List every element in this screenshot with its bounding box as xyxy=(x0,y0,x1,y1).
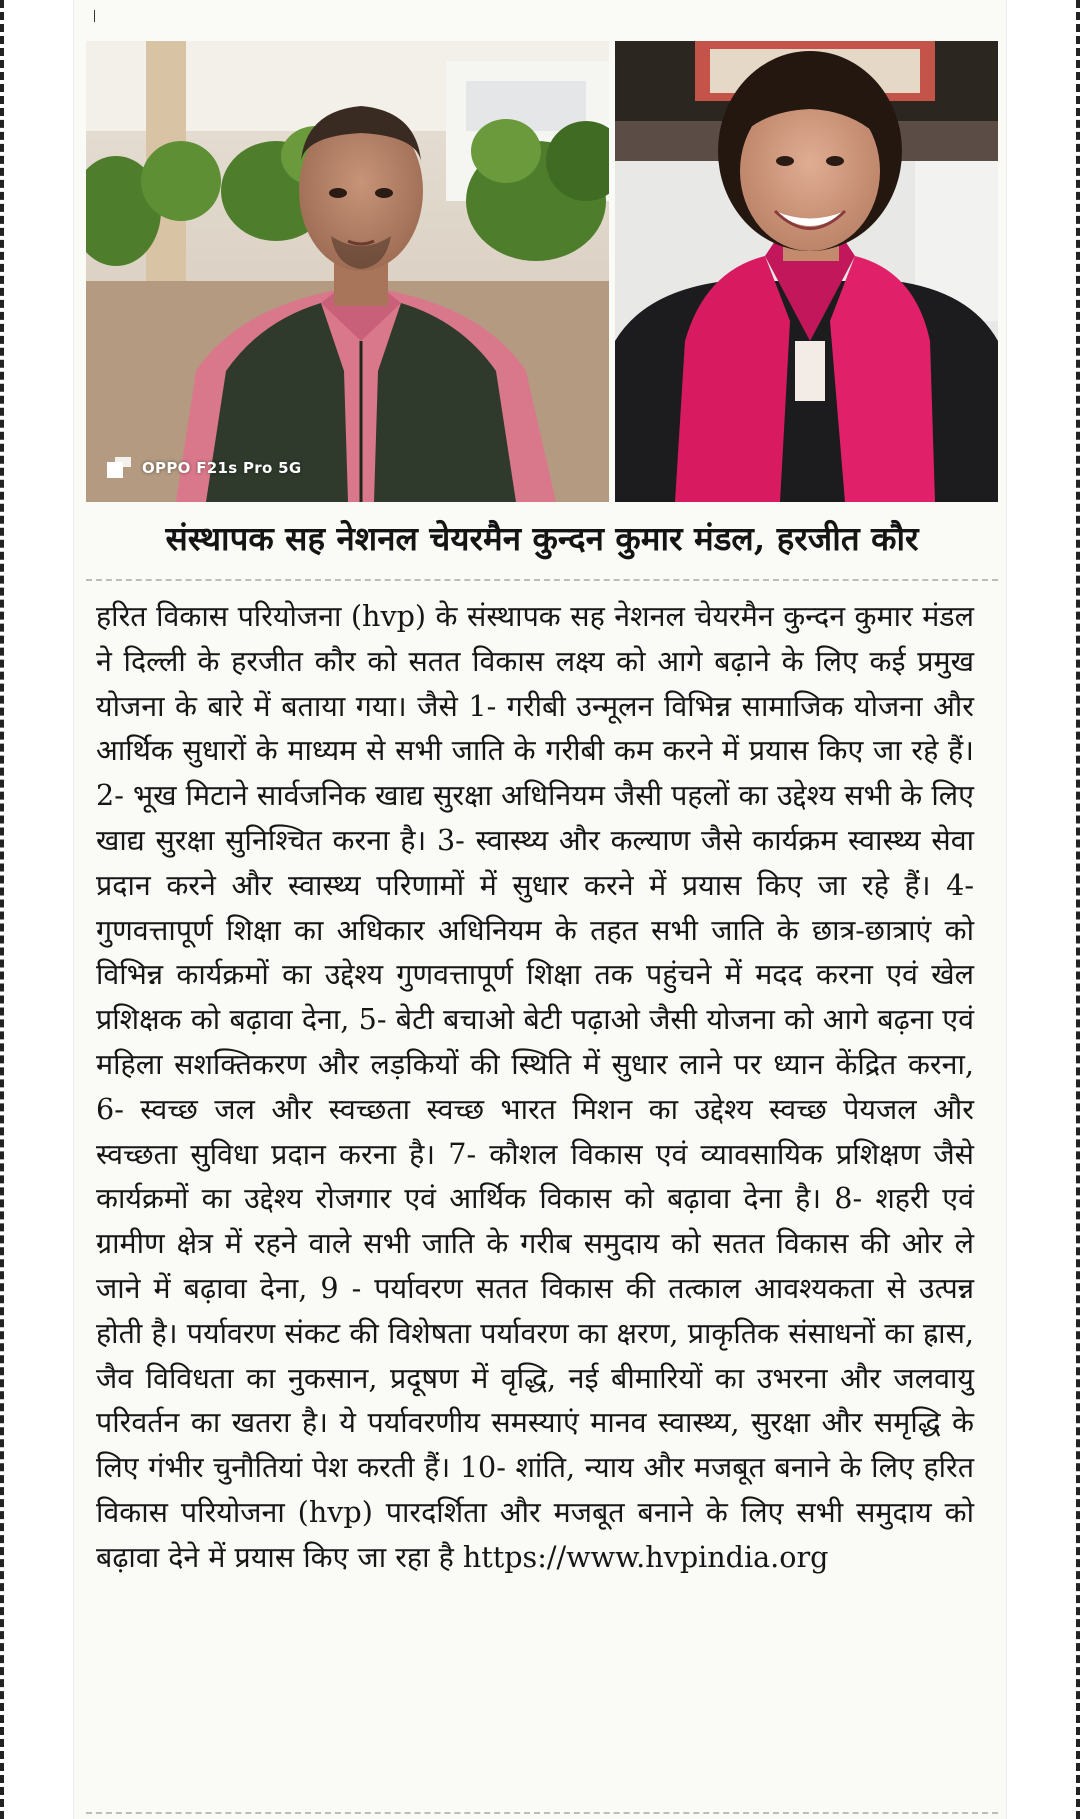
camera-watermark-text: OPPO F21s Pro 5G xyxy=(142,459,302,477)
camera-brand-icon xyxy=(106,456,132,480)
scan-mark xyxy=(94,10,95,22)
bottom-divider xyxy=(86,1812,998,1814)
man-portrait-image xyxy=(86,41,609,502)
photo-kundan-kumar-mandal xyxy=(86,41,609,502)
photo-caption: संस्थापक सह नेशनल चेयरमैन कुन्दन कुमार मंडल, हरजीत कौर xyxy=(165,519,919,558)
caption-divider xyxy=(86,579,998,581)
photo-row xyxy=(86,41,998,502)
article-body: हरित विकास परियोजना (hvp) के संस्थापक सह नेशनल चेयरमैन कुन्दन कुमार मंडल ने दिल्ली के हरजीत कौर को सतत विकास लक्ष्य को आगे बढ़ाने के लिए कई प्रमुख योजना के बारे में बताया गया। जैसे 1- गरीबी उन्मूलन विभिन्न सामाजिक योजना और आर्थिक सुधारों के माध्यम से सभी जाति के गरीबी कम करने में प्रयास किए जा रहे हैं। 2- भूख मिटाने सार्वजनिक खाद्य सुरक्षा अधिनियम जैसी पहलों का उद्देश्य सभी के लिए खाद्य सुरक्षा सुनिश्चित करना है। 3- स्वास्थ्य और कल्याण जैसे कार्यक्रम स्वास्थ्य सेवा प्रदान करने और स्वास्थ्य परिणामों में सुधार करने में प्रयास किए जा रहे हैं। 4- गुणवत्तापूर्ण शिक्षा का अधिकार अधिनियम के तहत सभी जाति के छात्र-छात्राएं को विभिन्न कार्यक्रमों का उद्देश्य गुणवत्तापूर्ण शिक्षा तक पहुंचने में मदद करना एवं खेल प्रशिक्षक को बढ़ावा देना, 5- बेटी बचाओ बेटी पढ़ाओ जैसी योजना को आगे बढ़ना एवं महिला सशक्तिकरण और लड़कियों की स्थिति में सुधार लाने पर ध्यान केंद्रित करना, 6- स्वच्छ जल और स्वच्छता स्वच्छ भारत मिशन का उद्देश्य स्वच्छ पेयजल और स्वच्छता सुविधा प्रदान करना है। 7- कौशल विकास एवं व्यावसायिक प्रशिक्षण जैसे कार्यक्रमों का उद्देश्य रोजगार एवं आर्थिक विकास को बढ़ावा देना है। 8- शहरी एवं ग्रामीण क्षेत्र में रहने वाले सभी जाति के गरीब समुदाय को सतत विकास की ओर ले जाने में बढ़ावा देना, 9 - पर्यावरण सतत विकास की तत्काल आवश्यकता से उत्पन्न होती है। पर्यावरण संकट की विशेषता पर्यावरण का क्षरण, प्राकृतिक संसाधनों का ह्रास, जैव विविधता का नुकसान, प्रदूषण में वृद्धि, नई बीमारियों का उभरना और जलवायु परिवर्तन का खतरा है। ये पर्यावरणीय समस्याएं मानव स्वास्थ्य, सुरक्षा और समृद्धि के लिए गंभीर चुनौतियां पेश करती हैं। 10- शांति, न्याय और मजबूत बनाने के लिए हरित विकास परियोजना (hvp) पारदर्शिता और मजबूत बनाने के लिए सभी समुदाय को बढ़ावा देने में प्रयास किए जा रहा है https://www.hvpindia.org xyxy=(96,599,974,1574)
photo-harjeet-kaur xyxy=(615,41,998,502)
woman-portrait-image xyxy=(615,41,998,502)
camera-watermark xyxy=(106,456,301,480)
